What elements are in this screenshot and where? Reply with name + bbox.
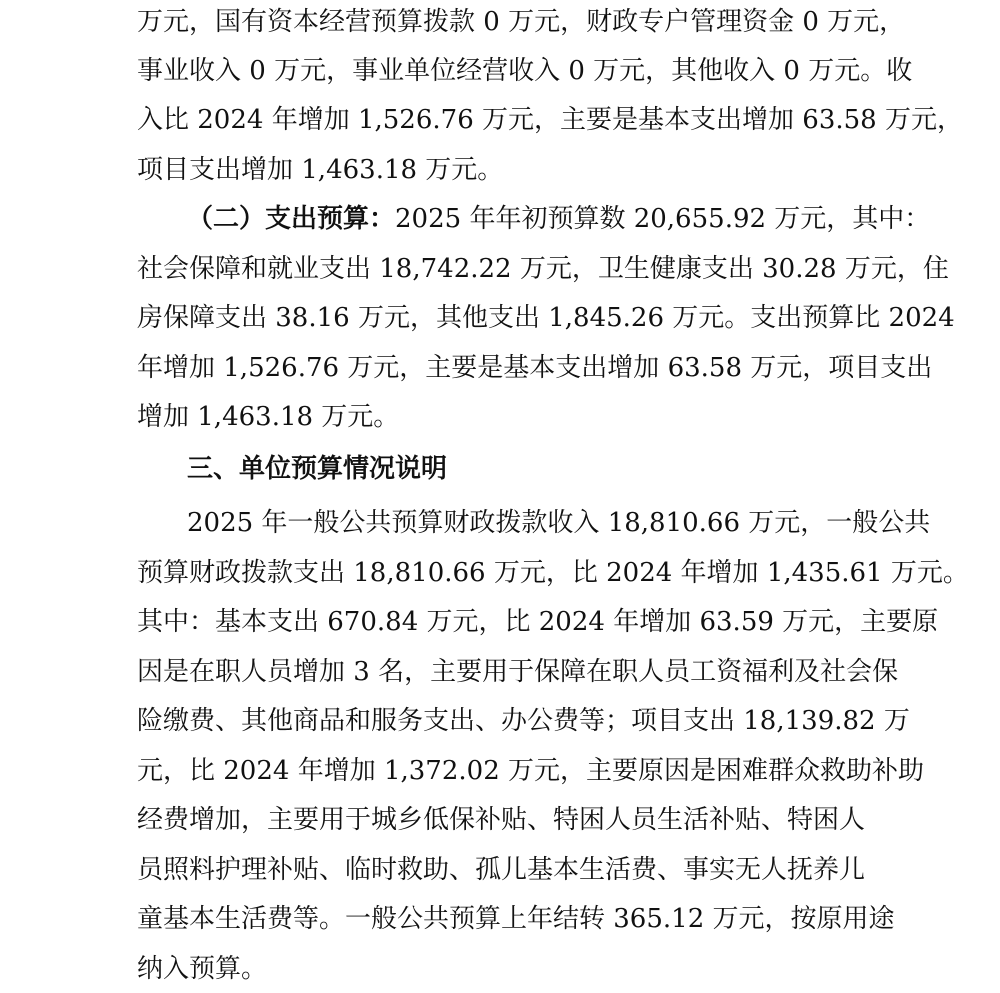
paragraph-line: 员照料护理补贴、临时救助、孤儿基本生活费、事实无人抚养儿 <box>137 855 866 885</box>
paragraph-line: 入比 2024 年增加 1,526.76 万元，主要是基本支出增加 63.58 万元， <box>137 105 963 135</box>
paragraph-line: 万元，国有资本经营预算拨款 0 万元，财政专户管理资金 0 万元， <box>137 7 906 37</box>
paragraph-line: 元，比 2024 年增加 1,372.02 万元，主要原因是困难群众救助补助 <box>137 756 925 786</box>
paragraph-line: 事业收入 0 万元，事业单位经营收入 0 万元，其他收入 0 万元。收 <box>137 56 913 86</box>
paragraph-line: 房保障支出 38.16 万元，其他支出 1,845.26 万元。支出预算比 2024 <box>137 303 955 333</box>
paragraph-line: 年增加 1,526.76 万元，主要是基本支出增加 63.58 万元，项目支出 <box>137 353 933 383</box>
paragraph-line: 项目支出增加 1,463.18 万元。 <box>137 155 504 185</box>
expenditure-first-line <box>0 193 1000 245</box>
paragraph-line: 纳入预算。 <box>137 954 268 984</box>
expenditure-lead: （二）支出预算： <box>187 204 396 234</box>
section-heading: 三、单位预算情况说明 <box>187 454 448 484</box>
paragraph-line: 增加 1,463.18 万元。 <box>137 402 400 432</box>
paragraph-line: 预算财政拨款支出 18,810.66 万元，比 2024 年增加 1,435.61 万元。 <box>137 558 969 588</box>
paragraph-line: 其中：基本支出 670.84 万元，比 2024 年增加 63.59 万元，主要原 <box>137 607 939 637</box>
paragraph-line: 2025 年一般公共预算财政拨款收入 18,810.66 万元，一般公共 <box>187 508 931 538</box>
paragraph-line: 社会保障和就业支出 18,742.22 万元，卫生健康支出 30.28 万元，住 <box>137 254 949 284</box>
paragraph-line: 童基本生活费等。一般公共预算上年结转 365.12 万元，按原用途 <box>137 904 895 934</box>
expenditure-first-text: 2025 年年初预算数 20,655.92 万元，其中： <box>395 204 931 234</box>
paragraph-line: 险缴费、其他商品和服务支出、办公费等；项目支出 18,139.82 万 <box>137 706 910 736</box>
paragraph-line: 经费增加，主要用于城乡低保补贴、特困人员生活补贴、特困人 <box>137 805 866 835</box>
paragraph-line: 因是在职人员增加 3 名，主要用于保障在职人员工资福利及社会保 <box>137 657 899 687</box>
